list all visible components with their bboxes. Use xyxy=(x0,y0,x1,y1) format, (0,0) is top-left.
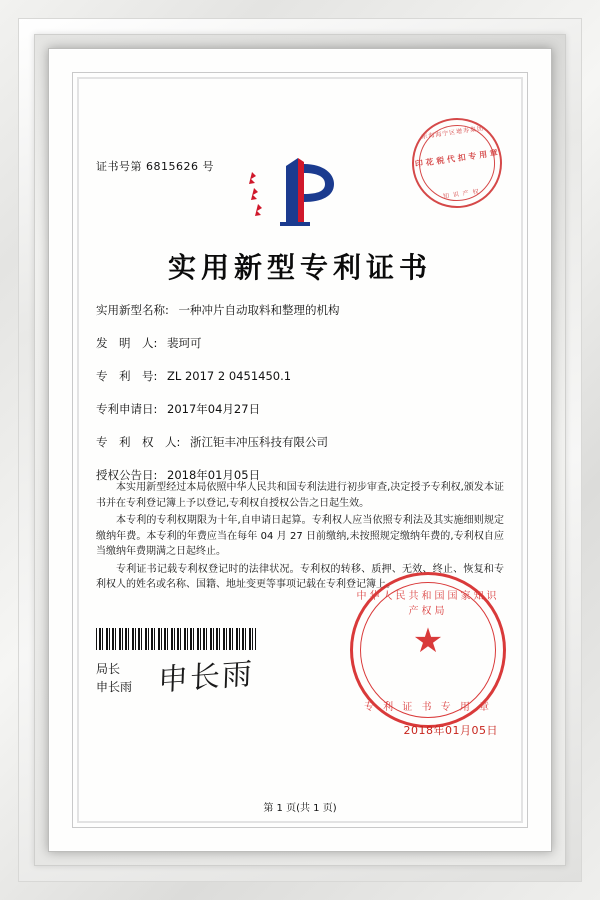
field-label: 专 利 权 人: xyxy=(96,435,181,449)
national-seal-bottom-text: 专 利 证 书 专 用 章 xyxy=(363,702,493,713)
national-office-seal xyxy=(350,572,506,728)
region-seal-bottom-text: 知 识 产 权 xyxy=(442,188,481,201)
patent-office-emblem xyxy=(50,150,550,240)
director-block xyxy=(96,660,132,696)
field-label: 实用新型名称: xyxy=(96,303,169,317)
field-row xyxy=(96,401,504,417)
patent-certificate-page xyxy=(50,50,550,850)
field-row xyxy=(96,335,504,351)
field-value: ZL 2017 2 0451450.1 xyxy=(167,369,292,383)
field-label: 发 明 人: xyxy=(96,336,158,350)
page-title: 实用新型专利证书 xyxy=(167,251,432,284)
field-label: 专 利 号: xyxy=(96,369,158,383)
region-seal-top-text: 东海海宁区增寿集团 xyxy=(421,124,485,141)
director-name: 申长雨 xyxy=(96,680,133,694)
patent-fields xyxy=(96,302,504,500)
legal-paragraph: 本实用新型经过本局依照中华人民共和国专利法进行初步审查,决定授予专利权,颁发本证书并在专利登记簿上予以登记,专利权自授权公告之日起生效。 xyxy=(96,482,504,509)
legal-paragraph: 本专利的专利权期限为十年,自申请日起算。专利权人应当依照专利法及其实施细则规定缴纳年费。本专利的年费应当在每年 04 月 27 日前缴纳,未按照规定缴纳年费的,专利权自应当缴纳年费期满之日起终止。 xyxy=(96,515,504,557)
field-value: 2017年04月27日 xyxy=(167,402,261,416)
director-signature: 申长雨 xyxy=(157,656,255,699)
field-label: 授权公告日: xyxy=(96,468,158,482)
certificate-number: 证书号第 6815626 号 xyxy=(96,160,214,173)
star-icon: ★ xyxy=(412,621,444,661)
barcode xyxy=(96,628,256,650)
field-value: 2018年01月05日 xyxy=(167,468,261,482)
field-row xyxy=(96,434,504,450)
legal-paragraph: 专利证书记载专利权登记时的法律状况。专利权的转移、质押、无效、终止、恢复和专利权人的姓名或名称、国籍、地址变更等事项记载在专利登记簿上。 xyxy=(96,563,504,590)
field-value: 一种冲片自动取料和整理的机构 xyxy=(178,303,340,317)
national-seal-top-text: 中华人民共和国国家知识产权局 xyxy=(356,591,500,617)
region-seal-middle-text: 印 花 税 代 扣 专 用 章 xyxy=(414,148,499,169)
field-row xyxy=(96,368,504,384)
director-label: 局长 xyxy=(96,662,121,676)
seal-date: 2018年01月05日 xyxy=(403,724,498,737)
field-label: 专利申请日: xyxy=(96,402,158,416)
field-value: 裴珂可 xyxy=(167,336,202,350)
page-footer: 第 1 页(共 1 页) xyxy=(263,803,337,814)
field-row xyxy=(96,302,504,318)
field-value: 浙江钜丰冲压科技有限公司 xyxy=(190,435,329,449)
